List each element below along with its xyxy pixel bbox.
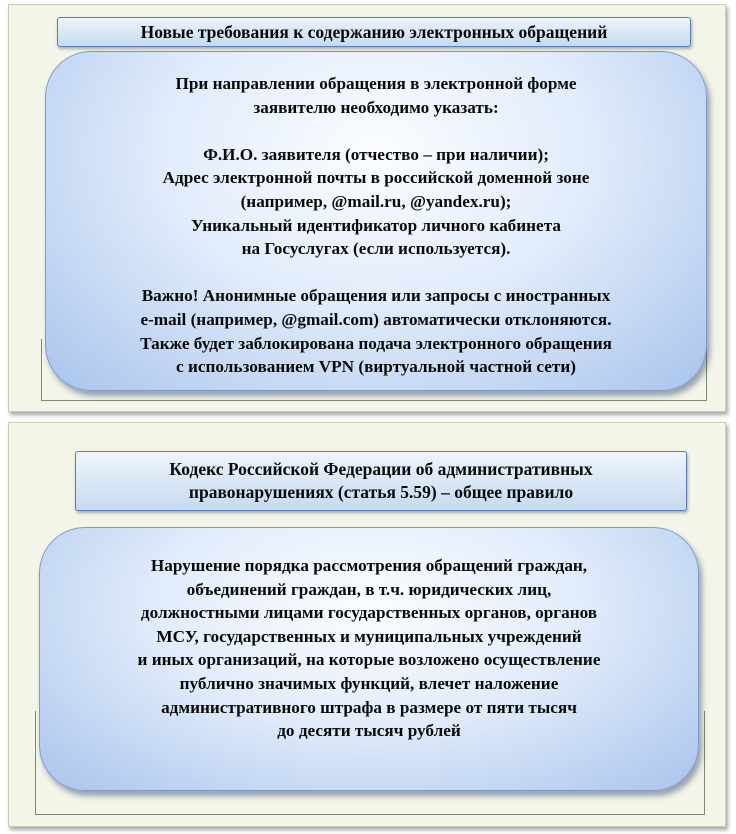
requirements-title bbox=[57, 17, 691, 47]
intro-line: При направлении обращения в электронной форме bbox=[175, 74, 577, 93]
code-body-line: административного штрафа в размере от пяти тысяч bbox=[161, 697, 577, 717]
requirement-line: на Госуслугах (если используется). bbox=[241, 239, 511, 259]
code-title bbox=[75, 451, 687, 511]
requirement-line: Ф.И.О. заявителя (отчество – при наличии); bbox=[203, 144, 549, 164]
warning-line: Также будет заблокирована подача электронного обращения bbox=[140, 333, 612, 353]
intro-line: заявителю необходимо указать: bbox=[253, 97, 499, 117]
code-body-line: МСУ, государственных и муниципальных учреждений bbox=[156, 626, 582, 646]
requirement-line: Адрес электронной почты в российской доменной зоне bbox=[162, 168, 590, 188]
code-title-line: Кодекс Российской Федерации об административных bbox=[169, 459, 593, 479]
code-body-line: объединений граждан, в т.ч. юридических лиц, bbox=[186, 579, 552, 599]
code-body-line: публично значимых функций, влечет наложение bbox=[179, 673, 559, 693]
warning-line: e-mail (например, @gmail.com) автоматически отклоняются. bbox=[140, 309, 612, 329]
code-title-line: правонарушениях (статья 5.59) – общее правило bbox=[188, 482, 574, 502]
warning-line: с использованием VPN (виртуальной частной сети) bbox=[176, 357, 576, 377]
code-body-line: Нарушение порядка рассмотрения обращений граждан, bbox=[150, 556, 588, 575]
requirements-title-text: Новые требования к содержанию электронных обращений bbox=[140, 21, 608, 42]
code-bubble bbox=[39, 527, 699, 791]
code-panel bbox=[8, 422, 726, 827]
code-body-line: до десяти тысяч рублей bbox=[277, 721, 461, 741]
warning-line: Важно! Анонимные обращения или запросы с иностранных bbox=[141, 286, 611, 306]
requirement-line: (например, @mail.ru, @yandex.ru); bbox=[240, 191, 512, 211]
code-body-line: и иных организаций, на которые возложено осуществление bbox=[137, 650, 601, 670]
code-body-line: должностными лицами государственных органов, органов bbox=[140, 603, 598, 623]
requirements-bubble bbox=[45, 51, 707, 391]
requirements-panel bbox=[8, 4, 726, 412]
requirement-line: Уникальный идентификатор личного кабинета bbox=[191, 215, 561, 235]
